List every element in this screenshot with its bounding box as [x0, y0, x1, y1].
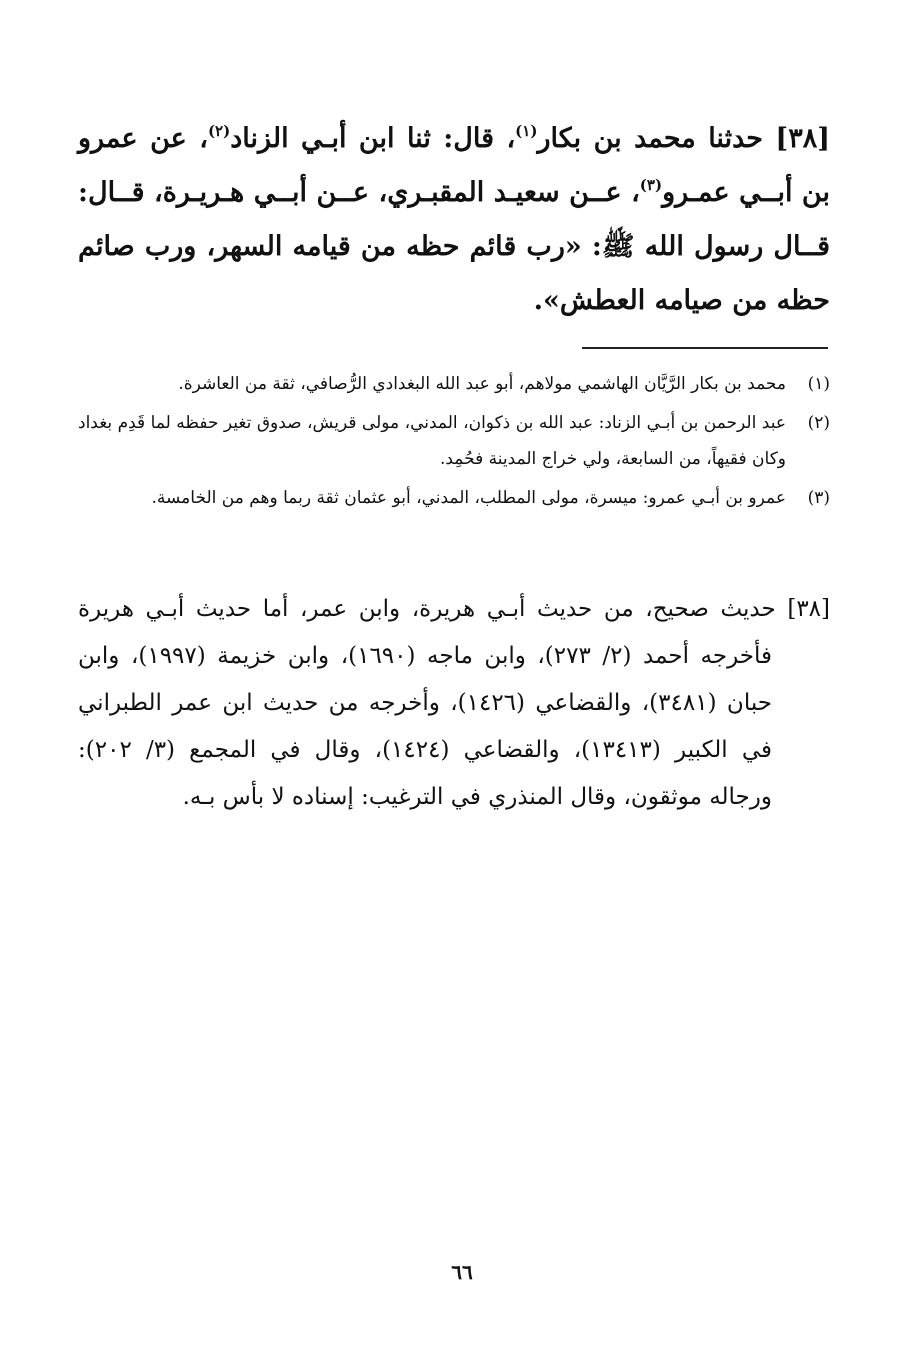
footnote-marker-1: (١) — [515, 122, 538, 140]
hadith-text-part-2: ، قال: ثنا ابن أبـي الزناد — [230, 123, 516, 154]
takhrij-paragraph — [78, 586, 830, 821]
hadith-text-part-4: ، عــن سعيـد المقبـري، عــن أبــي هـريـرة، قــال: قــال رسول الله ﷺ: «رب قائم حظه من قيامه السهر، ورب صائم حظه من صيامه العطش». — [78, 177, 830, 316]
page-number: ٦٦ — [451, 1260, 473, 1284]
hadith-number: [٣٨] — [775, 123, 830, 154]
footnote-number: (١) — [807, 374, 830, 394]
footnotes — [78, 366, 830, 519]
hadith-text — [78, 112, 830, 328]
takhrij-section — [78, 586, 830, 821]
footnote-number: (٢) — [807, 413, 830, 433]
footnote-text: عبد الرحمن بن أبـي الزناد: عبد الله بن ذكوان، المدني، مولى قريش، صدوق تغير حفظه لما قَدِم بغداد وكان فقيهاً، من السابعة، ولي خراج المدينة فحُمِد. — [78, 413, 786, 469]
footnote-text: محمد بن بكار الرَّيَّان الهاشمي مولاهم، أبو عبد الله البغدادي الرُّصافي، ثقة من العاشرة. — [178, 374, 786, 394]
footnote-1 — [78, 366, 830, 402]
footnote-marker-3: (٣) — [639, 176, 663, 194]
footnote-marker-2: (٢) — [207, 122, 231, 140]
hadith-text-part-1: حدثنا محمد بن بكار — [537, 123, 763, 154]
takhrij-text: حديث صحيح، من حديث أبـي هريرة، وابن عمر، أما حديث أبـي هريرة فأخرجه أحمد (٢/ ٢٧٣)، وابن ماجه (١٦٩٠)، وابن خزيمة (١٩٩٧)، وابن حبان (٣٤٨١)، والقضاعي (١٤٢٦)، وأخرجه من حديث ابن عمر الطبراني في الكبير (١٣٤١٣)، والقضاعي (١٤٢٤)، وقال في المجمع (٣/ ٢٠٢): ورجاله موثقون، وقال المنذري في الترغيب: إسناده لا بأس بـه. — [78, 596, 776, 810]
footnote-text: عمرو بن أبـي عمرو: ميسرة، مولى المطلب، المدني، أبو عثمان ثقة ربما وهم من الخامسة. — [151, 488, 786, 508]
takhrij-reference: [٣٨] — [787, 596, 831, 622]
footnote-3 — [78, 480, 830, 516]
footnote-2 — [78, 405, 830, 477]
footnote-number: (٣) — [807, 488, 830, 508]
footnote-divider — [582, 347, 828, 349]
hadith-text-part-3: ، عن عمرو بن أبــي عمـرو — [78, 123, 831, 208]
